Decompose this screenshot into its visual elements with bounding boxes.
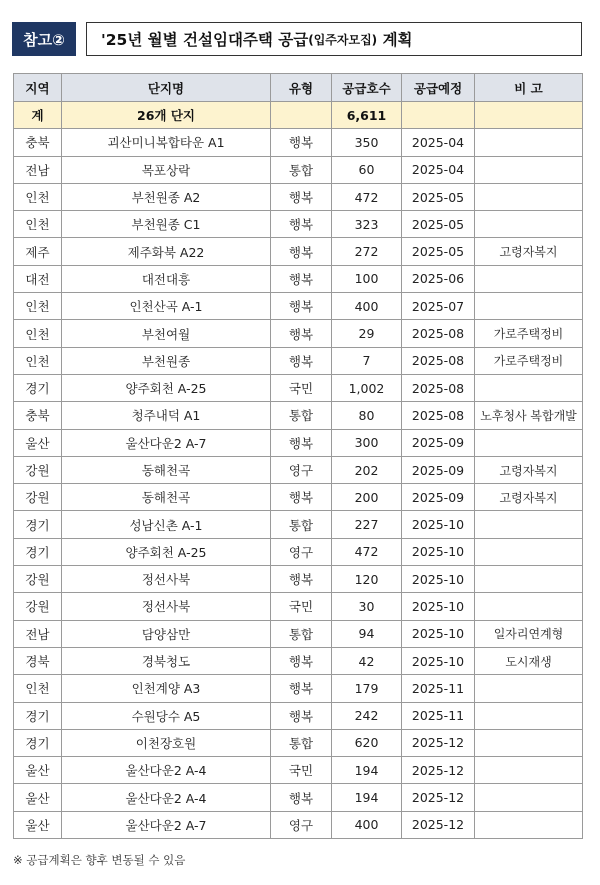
cell-complex: 부천원종 C1: [62, 211, 271, 238]
cell-region: 인천: [14, 211, 62, 238]
cell-units: 60: [332, 156, 402, 183]
cell-region: 인천: [14, 183, 62, 210]
cell-complex: 청주내덕 A1: [62, 402, 271, 429]
cell-type: 행복: [271, 484, 332, 511]
cell-schedule: 2025-10: [402, 593, 475, 620]
cell-schedule: 2025-08: [402, 374, 475, 401]
cell-schedule: 2025-10: [402, 566, 475, 593]
cell-type: 행복: [271, 293, 332, 320]
cell-region: 울산: [14, 811, 62, 838]
cell-region: 울산: [14, 757, 62, 784]
cell-type: 행복: [271, 647, 332, 674]
total-note: [475, 102, 583, 129]
cell-type: 통합: [271, 402, 332, 429]
cell-region: 경기: [14, 702, 62, 729]
cell-type: 통합: [271, 511, 332, 538]
footnote: ※ 공급계획은 향후 변동될 수 있음: [13, 853, 186, 867]
cell-schedule: 2025-09: [402, 429, 475, 456]
cell-type: 통합: [271, 156, 332, 183]
table-row: [14, 620, 583, 647]
cell-type: 행복: [271, 566, 332, 593]
cell-region: 경기: [14, 538, 62, 565]
cell-region: 인천: [14, 347, 62, 374]
cell-region: 인천: [14, 320, 62, 347]
cell-complex: 울산다운2 A-7: [62, 811, 271, 838]
cell-region: 강원: [14, 566, 62, 593]
cell-complex: 울산다운2 A-4: [62, 757, 271, 784]
table-row: [14, 238, 583, 265]
cell-units: 200: [332, 484, 402, 511]
table-row: [14, 675, 583, 702]
cell-region: 충북: [14, 402, 62, 429]
table-row: [14, 757, 583, 784]
document-header: [12, 22, 582, 56]
cell-units: 300: [332, 429, 402, 456]
cell-units: 272: [332, 238, 402, 265]
cell-complex: 부천여월: [62, 320, 271, 347]
cell-type: 통합: [271, 620, 332, 647]
cell-type: 행복: [271, 238, 332, 265]
cell-type: 행복: [271, 702, 332, 729]
cell-complex: 울산다운2 A-7: [62, 429, 271, 456]
cell-schedule: 2025-05: [402, 211, 475, 238]
table-row: [14, 566, 583, 593]
cell-note: [475, 293, 583, 320]
cell-units: 100: [332, 265, 402, 292]
cell-complex: 정선사북: [62, 593, 271, 620]
cell-region: 경기: [14, 511, 62, 538]
total-complex: 26개 단지: [62, 102, 271, 129]
cell-type: 영구: [271, 538, 332, 565]
table-row: [14, 484, 583, 511]
cell-note: [475, 374, 583, 401]
cell-schedule: 2025-09: [402, 456, 475, 483]
cell-type: 행복: [271, 784, 332, 811]
total-units: 6,611: [332, 102, 402, 129]
cell-units: 179: [332, 675, 402, 702]
cell-note: 일자리연계형: [475, 620, 583, 647]
cell-complex: 부천원종: [62, 347, 271, 374]
cell-units: 7: [332, 347, 402, 374]
cell-complex: 양주회천 A-25: [62, 538, 271, 565]
cell-region: 전남: [14, 620, 62, 647]
title-main: '25년 월별 건설임대주택 공급: [101, 31, 309, 49]
cell-schedule: 2025-09: [402, 484, 475, 511]
cell-units: 202: [332, 456, 402, 483]
cell-note: 가로주택정비: [475, 347, 583, 374]
table-row: [14, 320, 583, 347]
cell-units: 323: [332, 211, 402, 238]
cell-units: 29: [332, 320, 402, 347]
cell-units: 400: [332, 293, 402, 320]
cell-region: 강원: [14, 484, 62, 511]
cell-type: 국민: [271, 374, 332, 401]
cell-complex: 성남신촌 A-1: [62, 511, 271, 538]
col-header-schedule: 공급예정: [402, 74, 475, 102]
cell-units: 80: [332, 402, 402, 429]
cell-schedule: 2025-08: [402, 402, 475, 429]
table-row: [14, 347, 583, 374]
cell-complex: 인천산곡 A-1: [62, 293, 271, 320]
cell-schedule: 2025-07: [402, 293, 475, 320]
cell-note: [475, 183, 583, 210]
cell-region: 대전: [14, 265, 62, 292]
cell-schedule: 2025-12: [402, 757, 475, 784]
cell-note: [475, 702, 583, 729]
cell-note: [475, 729, 583, 756]
cell-units: 242: [332, 702, 402, 729]
total-row: [14, 102, 583, 129]
cell-schedule: 2025-11: [402, 675, 475, 702]
table-row: [14, 429, 583, 456]
cell-region: 경기: [14, 374, 62, 401]
cell-complex: 이천장호원: [62, 729, 271, 756]
col-header-note: 비 고: [475, 74, 583, 102]
cell-units: 30: [332, 593, 402, 620]
document-title: [86, 22, 582, 56]
cell-note: [475, 538, 583, 565]
total-region: 계: [14, 102, 62, 129]
cell-note: [475, 211, 583, 238]
cell-region: 울산: [14, 784, 62, 811]
cell-type: 행복: [271, 183, 332, 210]
cell-type: 통합: [271, 729, 332, 756]
cell-units: 350: [332, 129, 402, 156]
cell-schedule: 2025-04: [402, 156, 475, 183]
cell-schedule: 2025-10: [402, 538, 475, 565]
cell-schedule: 2025-10: [402, 511, 475, 538]
cell-complex: 동해천곡: [62, 456, 271, 483]
cell-type: 행복: [271, 320, 332, 347]
table-row: [14, 702, 583, 729]
cell-note: 고령자복지: [475, 456, 583, 483]
cell-units: 94: [332, 620, 402, 647]
cell-region: 경기: [14, 729, 62, 756]
cell-region: 인천: [14, 675, 62, 702]
cell-schedule: 2025-08: [402, 347, 475, 374]
cell-units: 472: [332, 538, 402, 565]
cell-region: 경북: [14, 647, 62, 674]
cell-note: [475, 675, 583, 702]
cell-region: 울산: [14, 429, 62, 456]
cell-schedule: 2025-12: [402, 729, 475, 756]
table-row: [14, 402, 583, 429]
cell-units: 620: [332, 729, 402, 756]
table-row: [14, 211, 583, 238]
cell-schedule: 2025-05: [402, 183, 475, 210]
table-row: [14, 265, 583, 292]
cell-note: [475, 156, 583, 183]
cell-complex: 담양삼만: [62, 620, 271, 647]
cell-region: 강원: [14, 456, 62, 483]
table-row: [14, 784, 583, 811]
cell-note: [475, 811, 583, 838]
title-paren: (입주자모집): [308, 32, 378, 47]
cell-note: [475, 593, 583, 620]
cell-type: 행복: [271, 347, 332, 374]
cell-schedule: 2025-10: [402, 620, 475, 647]
cell-note: 노후청사 복합개발: [475, 402, 583, 429]
cell-region: 인천: [14, 293, 62, 320]
cell-units: 227: [332, 511, 402, 538]
total-schedule: [402, 102, 475, 129]
cell-region: 제주: [14, 238, 62, 265]
cell-complex: 제주화북 A22: [62, 238, 271, 265]
cell-note: [475, 566, 583, 593]
table-row: [14, 456, 583, 483]
table-row: [14, 511, 583, 538]
col-header-units: 공급호수: [332, 74, 402, 102]
cell-note: [475, 265, 583, 292]
table-row: [14, 129, 583, 156]
cell-complex: 인천계양 A3: [62, 675, 271, 702]
cell-note: [475, 784, 583, 811]
cell-units: 194: [332, 757, 402, 784]
col-header-complex: 단지명: [62, 74, 271, 102]
cell-schedule: 2025-10: [402, 647, 475, 674]
col-header-type: 유형: [271, 74, 332, 102]
cell-type: 행복: [271, 675, 332, 702]
cell-type: 행복: [271, 265, 332, 292]
cell-note: [475, 757, 583, 784]
cell-schedule: 2025-08: [402, 320, 475, 347]
cell-note: [475, 511, 583, 538]
table-row: [14, 374, 583, 401]
cell-units: 400: [332, 811, 402, 838]
cell-type: 행복: [271, 129, 332, 156]
cell-units: 194: [332, 784, 402, 811]
cell-complex: 목포상락: [62, 156, 271, 183]
cell-type: 국민: [271, 593, 332, 620]
cell-complex: 동해천곡: [62, 484, 271, 511]
cell-note: 도시재생: [475, 647, 583, 674]
cell-units: 1,002: [332, 374, 402, 401]
cell-complex: 수원당수 A5: [62, 702, 271, 729]
cell-region: 충북: [14, 129, 62, 156]
table-row: [14, 811, 583, 838]
cell-type: 영구: [271, 456, 332, 483]
cell-schedule: 2025-05: [402, 238, 475, 265]
cell-region: 전남: [14, 156, 62, 183]
table-row: [14, 538, 583, 565]
cell-type: 국민: [271, 757, 332, 784]
cell-complex: 경북청도: [62, 647, 271, 674]
cell-note: 가로주택정비: [475, 320, 583, 347]
table-row: [14, 293, 583, 320]
cell-region: 강원: [14, 593, 62, 620]
cell-type: 행복: [271, 211, 332, 238]
cell-complex: 울산다운2 A-4: [62, 784, 271, 811]
cell-note: 고령자복지: [475, 484, 583, 511]
cell-complex: 정선사북: [62, 566, 271, 593]
table-row: [14, 729, 583, 756]
cell-units: 472: [332, 183, 402, 210]
table-row: [14, 647, 583, 674]
cell-complex: 부천원종 A2: [62, 183, 271, 210]
table-row: [14, 156, 583, 183]
col-header-region: 지역: [14, 74, 62, 102]
cell-schedule: 2025-06: [402, 265, 475, 292]
cell-units: 42: [332, 647, 402, 674]
cell-note: 고령자복지: [475, 238, 583, 265]
cell-schedule: 2025-11: [402, 702, 475, 729]
cell-complex: 양주회천 A-25: [62, 374, 271, 401]
cell-complex: 괴산미니복합타운 A1: [62, 129, 271, 156]
cell-type: 영구: [271, 811, 332, 838]
cell-units: 120: [332, 566, 402, 593]
table-row: [14, 183, 583, 210]
cell-schedule: 2025-12: [402, 811, 475, 838]
reference-label: 참고②: [12, 22, 76, 56]
cell-complex: 대전대흥: [62, 265, 271, 292]
table-header-row: [14, 74, 583, 102]
title-tail: 계획: [382, 31, 413, 49]
table-row: [14, 593, 583, 620]
total-type: [271, 102, 332, 129]
cell-note: [475, 429, 583, 456]
cell-type: 행복: [271, 429, 332, 456]
cell-schedule: 2025-12: [402, 784, 475, 811]
cell-note: [475, 129, 583, 156]
supply-plan-table: [13, 73, 583, 839]
cell-schedule: 2025-04: [402, 129, 475, 156]
